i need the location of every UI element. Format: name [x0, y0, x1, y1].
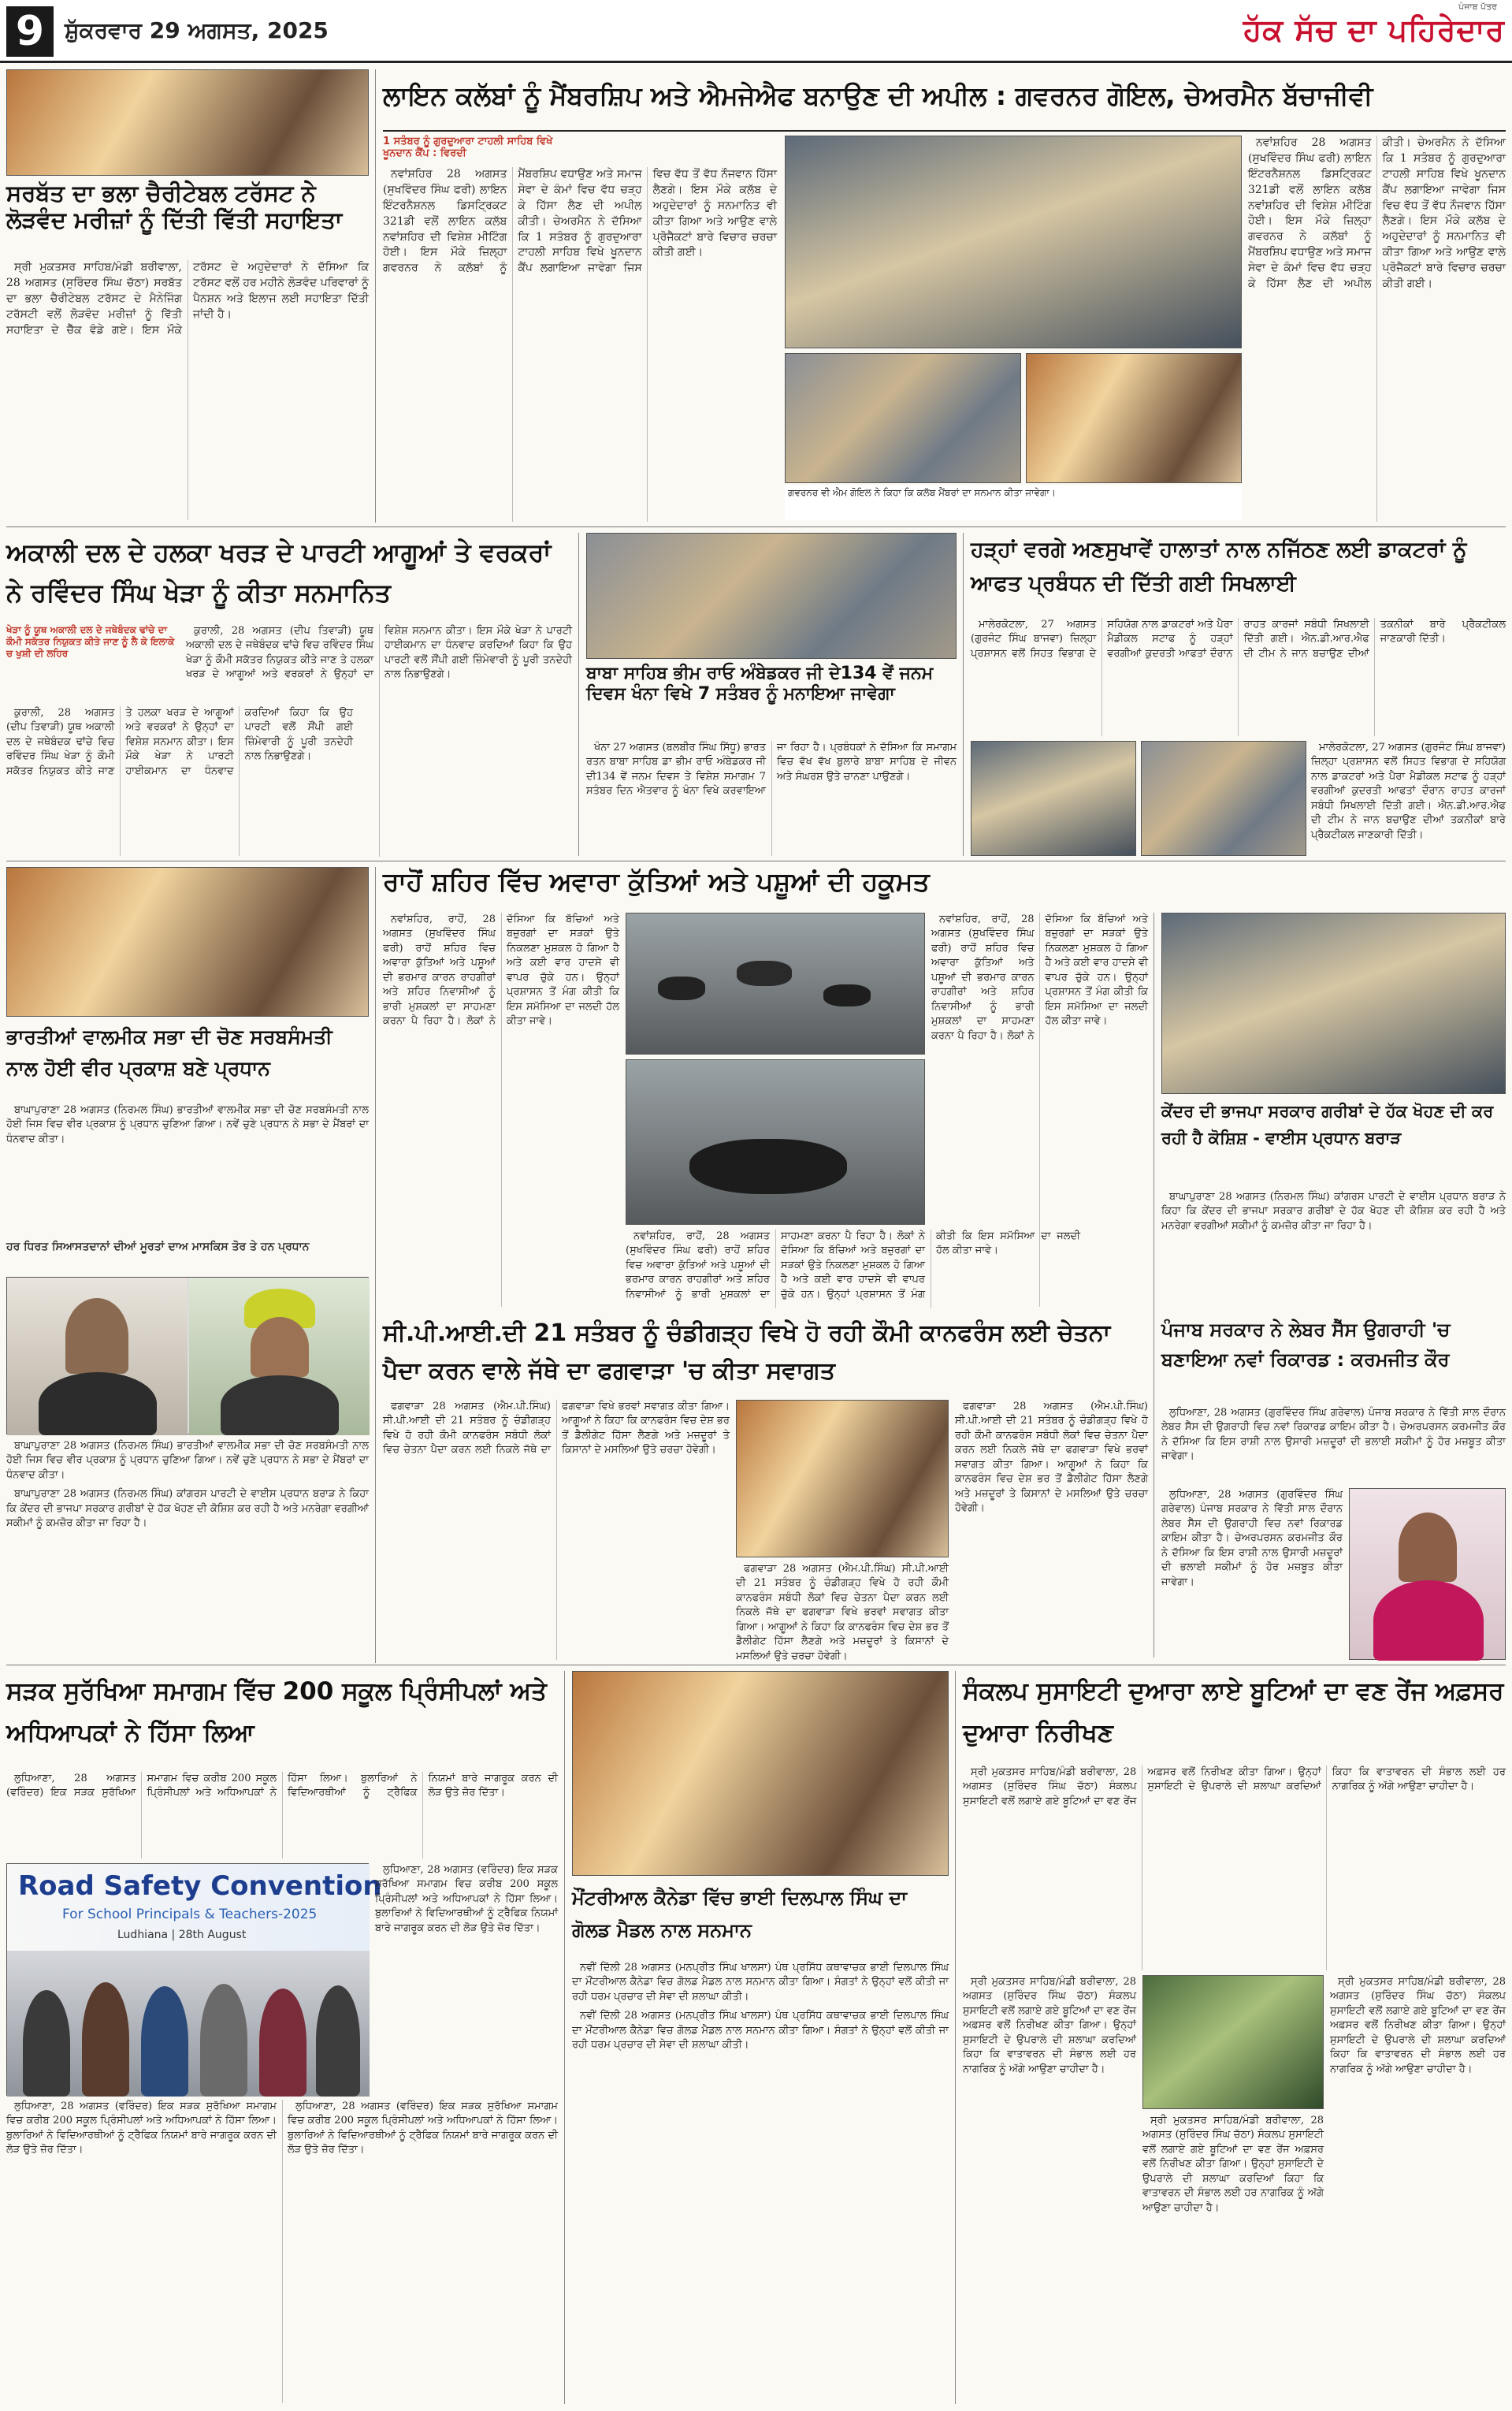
person	[23, 1990, 70, 2097]
akali-kicker: ਖੇੜਾ ਨੂੰ ਯੂਥ ਅਕਾਲੀ ਦਲ ਦੇ ਜਥੇਬੰਦਕ ਢਾਂਚੇ ਦਾ ਕੌਮੀ ਸਕੱਤਰ ਨਿਯੁਕਤ ਕੀਤੇ ਜਾਣ ਨੂੰ ਲੈ ਕੇ ਇਲਾਕੇ ਚ ਖੁਸ਼ੀ ਦੀ ਲਹਿਰ	[6, 624, 175, 659]
trees-body-text: ਸ੍ਰੀ ਮੁਕਤਸਰ ਸਾਹਿਬ/ਮੰਡੀ ਬਰੀਵਾਲਾ, 28 ਅਗਸਤ (ਸੁਰਿੰਦਰ ਸਿੰਘ ਚੱਠਾ) ਸੰਕਲਪ ਸੁਸਾਇਟੀ ਵਲੋਂ ਲਗਾਏ ਗਏ ਬੂਟਿਆਂ ਦਾ ਵਣ ਰੇਂਜ ਅਫ਼ਸਰ ਵਲੋਂ ਨਿਰੀਖਣ ਕੀਤਾ ਗਿਆ। ਉਨ੍ਹਾਂ ਸੁਸਾਇਟੀ ਦੇ ਉਪਰਾਲੇ ਦੀ ਸ਼ਲਾਘਾ ਕਰਦਿਆਂ ਕਿਹਾ ਕਿ ਵਾਤਾਵਰਨ ਦੀ ਸੰਭਾਲ ਲਈ ਹਰ ਨਾਗਰਿਕ ਨੂੰ ਅੱਗੇ ਆਉਣਾ ਚਾਹੀਦਾ ਹੈ।	[963, 1766, 1506, 1807]
cpi-body-text: ਫਗਵਾੜਾ 28 ਅਗਸਤ (ਐਮ.ਪੀ.ਸਿੰਘ) ਸੀ.ਪੀ.ਆਈ ਦੀ 21 ਸਤੰਬਰ ਨੂੰ ਚੰਡੀਗੜ੍ਹ ਵਿਖੇ ਹੋ ਰਹੀ ਕੌਮੀ ਕਾਨਫਰੰਸ ਸਬੰਧੀ ਲੋਕਾਂ ਵਿਚ ਚੇਤਨਾ ਪੈਦਾ ਕਰਨ ਲਈ ਨਿਕਲੇ ਜੱਥੇ ਦਾ ਫਗਵਾੜਾ ਵਿਖੇ ਭਰਵਾਂ ਸਵਾਗਤ ਕੀਤਾ ਗਿਆ। ਆਗੂਆਂ ਨੇ ਕਿਹਾ ਕਿ ਕਾਨਫਰੰਸ ਵਿਚ ਦੇਸ਼ ਭਰ ਤੋਂ ਡੈਲੀਗੇਟ ਹਿੱਸਾ ਲੈਣਗੇ ਅਤੇ ਮਜ਼ਦੂਰਾਂ ਤੇ ਕਿਸਾਨਾਂ ਦੇ ਮਸਲਿਆਂ ਉਤੇ ਚਰਚਾ ਹੋਵੇਗੀ।	[383, 1401, 730, 1457]
column-rule	[375, 867, 376, 1663]
cpi-body-mid	[736, 1562, 949, 1660]
road-safety-body-text-3: ਲੁਧਿਆਣਾ, 28 ਅਗਸਤ (ਵਰਿੰਦਰ) ਇਕ ਸੜਕ ਸੁਰੱਖਿਆ ਸਮਾਗਮ ਵਿਚ ਕਰੀਬ 200 ਸਕੂਲ ਪ੍ਰਿੰਸੀਪਲਾਂ ਅਤੇ ਅਧਿਆਪਕਾਂ ਨੇ ਹਿੱਸਾ ਲਿਆ। ਬੁਲਾਰਿਆਂ ਨੇ ਵਿਦਿਆਰਥੀਆਂ ਨੂੰ ਟ੍ਰੈਫਿਕ ਨਿਯਮਾਂ ਬਾਰੇ ਜਾਗਰੂਕ ਕਰਨ ਦੀ ਲੋੜ ਉਤੇ ਜ਼ੋਰ ਦਿੱਤਾ।	[6, 2100, 277, 2156]
montreal-body-text-2: ਨਵੀਂ ਦਿੱਲੀ 28 ਅਗਸਤ (ਮਨਪ੍ਰੀਤ ਸਿੰਘ ਖਾਲਸਾ) ਪੰਥ ਪ੍ਰਸਿੱਧ ਕਥਾਵਾਚਕ ਭਾਈ ਦਿਲਪਾਲ ਸਿੰਘ ਦਾ ਮੌਂਟਰੀਆਲ ਕੈਨੇਡਾ ਵਿਚ ਗੋਲਡ ਮੈਡਲ ਨਾਲ ਸਨਮਾਨ ਕੀਤਾ ਗਿਆ। ਸੰਗਤਾਂ ਨੇ ਉਨ੍ਹਾਂ ਵਲੋਂ ਕੀਤੀ ਜਾ ਰਹੀ ਧਰਮ ਪ੍ਰਚਾਰ ਦੀ ਸੇਵਾ ਦੀ ਸ਼ਲਾਘਾ ਕੀਤੀ।	[572, 2010, 949, 2052]
bjp-body-text: ਬਾਘਾਪੁਰਾਣਾ 28 ਅਗਸਤ (ਨਿਰਮਲ ਸਿੰਘ) ਕਾਂਗਰਸ ਪਾਰਟੀ ਦੇ ਵਾਈਸ ਪ੍ਰਧਾਨ ਬਰਾੜ ਨੇ ਕਿਹਾ ਕਿ ਕੇਂਦਰ ਦੀ ਭਾਜਪਾ ਸਰਕਾਰ ਗਰੀਬਾਂ ਦੇ ਹੱਕ ਖੋਹਣ ਦੀ ਕੋਸ਼ਿਸ਼ ਕਰ ਰਹੀ ਹੈ ਅਤੇ ਮਨਰੇਗਾ ਵਰਗੀਆਂ ਸਕੀਮਾਂ ਨੂੰ ਕਮਜ਼ੋਰ ਕੀਤਾ ਜਾ ਰਿਹਾ ਹੈ।	[1161, 1191, 1506, 1232]
ambedkar-body-text: ਖੰਨਾ 27 ਅਗਸਤ (ਬਲਬੀਰ ਸਿੰਘ ਸਿੱਧੂ) ਭਾਰਤ ਰਤਨ ਬਾਬਾ ਸਾਹਿਬ ਡਾ ਭੀਮ ਰਾਓ ਅੰਬੇਡਕਰ ਜੀ ਦੀ134 ਵੇਂ ਜਨਮ ਦਿਵਸ ਤੇ ਵਿਸ਼ੇਸ਼ ਸਮਾਗਮ 7 ਸਤੰਬਰ ਦਿਨ ਐਤਵਾਰ ਨੂੰ ਖੰਨਾ ਵਿਖੇ ਕਰਵਾਇਆ ਜਾ ਰਿਹਾ ਹੈ। ਪ੍ਰਬੰਧਕਾਂ ਨੇ ਦੱਸਿਆ ਕਿ ਸਮਾਗਮ ਵਿਚ ਵੱਖ ਵੱਖ ਬੁਲਾਰੇ ਬਾਬਾ ਸਾਹਿਬ ਦੇ ਜੀਵਨ ਅਤੇ ਸੰਘਰਸ਼ ਉਤੇ ਚਾਨਣਾ ਪਾਉਣਗੇ।	[586, 742, 957, 798]
dogs-body-text-3: ਨਵਾਂਸ਼ਹਿਰ, ਰਾਹੋਂ, 28 ਅਗਸਤ (ਸੁਖਵਿੰਦਰ ਸਿੰਘ ਫਰੀ) ਰਾਹੋਂ ਸ਼ਹਿਰ ਵਿਚ ਅਵਾਰਾ ਕੁੱਤਿਆਂ ਅਤੇ ਪਸ਼ੂਆਂ ਦੀ ਭਰਮਾਰ ਕਾਰਨ ਰਾਹਗੀਰਾਂ ਅਤੇ ਸ਼ਹਿਰ ਨਿਵਾਸੀਆਂ ਨੂੰ ਭਾਰੀ ਮੁਸ਼ਕਲਾਂ ਦਾ ਸਾਹਮਣਾ ਕਰਨਾ ਪੈ ਰਿਹਾ ਹੈ। ਲੋਕਾਂ ਨੇ ਦੱਸਿਆ ਕਿ ਬੱਚਿਆਂ ਅਤੇ ਬਜ਼ੁਰਗਾਂ ਦਾ ਸੜਕਾਂ ਉਤੇ ਨਿਕਲਣਾ ਮੁਸ਼ਕਲ ਹੋ ਗਿਆ ਹੈ ਅਤੇ ਕਈ ਵਾਰ ਹਾਦਸੇ ਵੀ ਵਾਪਰ ਚੁੱਕੇ ਹਨ। ਉਨ੍ਹਾਂ ਪ੍ਰਸ਼ਾਸਨ ਤੋਂ ਮੰਗ ਕੀਤੀ ਕਿ ਇਸ ਸਮੱਸਿਆ ਦਾ ਜਲਦੀ ਹੱਲ ਕੀਤਾ ਜਾਵੇ।	[931, 913, 1148, 1042]
portrait-right-body	[221, 1375, 339, 1435]
governor-headline: ਲਾਇਨ ਕਲੱਬਾਂ ਨੂੰ ਮੈਂਬਰਸ਼ਿਪ ਅਤੇ ਐਮਜੇਐਫ ਬਨਾਉਣ ਦੀ ਅਪੀਲ : ਗਵਰਨਰ ਗੋਇਲ, ਚੇਅਰਮੈਨ ਬੱਚਾਜੀਵੀ	[383, 80, 1373, 111]
disaster-body-text-2: ਮਾਲੇਰਕੋਟਲਾ, 27 ਅਗਸਤ (ਗੁਰਜੰਟ ਸਿੰਘ ਬਾਜਵਾ) ਜ਼ਿਲ੍ਹਾ ਪ੍ਰਸ਼ਾਸਨ ਵਲੋਂ ਸਿਹਤ ਵਿਭਾਗ ਦੇ ਸਹਿਯੋਗ ਨਾਲ ਡਾਕਟਰਾਂ ਅਤੇ ਪੈਰਾ ਮੈਡੀਕਲ ਸਟਾਫ ਨੂੰ ਹੜ੍ਹਾਂ ਵਰਗੀਆਂ ਕੁਦਰਤੀ ਆਫਤਾਂ ਦੌਰਾਨ ਰਾਹਤ ਕਾਰਜਾਂ ਸਬੰਧੀ ਸਿਖਲਾਈ ਦਿੱਤੀ ਗਈ। ਐਨ.ਡੀ.ਆਰ.ਐਫ ਦੀ ਟੀਮ ਨੇ ਜਾਨ ਬਚਾਉਣ ਦੀਆਂ ਤਕਨੀਕਾਂ ਬਾਰੇ ਪ੍ਰੈਕਟੀਕਲ ਜਾਣਕਾਰੀ ਦਿੱਤੀ।	[1311, 742, 1506, 841]
column-rule	[375, 69, 376, 523]
governor-body-left	[383, 167, 777, 522]
trees-body	[963, 1765, 1506, 1970]
bjp-body	[1161, 1190, 1506, 1308]
charity-body-text: ਸ੍ਰੀ ਮੁਕਤਸਰ ਸਾਹਿਬ/ਮੰਡੀ ਬਰੀਵਾਲਾ, 28 ਅਗਸਤ (ਸੁਰਿੰਦਰ ਸਿੰਘ ਚੱਠਾ) ਸਰਬੱਤ ਦਾ ਭਲਾ ਚੈਰੀਟੇਬਲ ਟਰੱਸਟ ਦੇ ਮੈਨੇਜਿੰਗ ਟਰੱਸਟੀ ਵਲੋਂ ਲੋੜਵੰਦ ਮਰੀਜ਼ਾਂ ਨੂੰ ਵਿੱਤੀ ਸਹਾਇਤਾ ਦੇ ਚੈੱਕ ਵੰਡੇ ਗਏ। ਇਸ ਮੌਕੇ ਟਰੱਸਟ ਦੇ ਅਹੁਦੇਦਾਰਾਂ ਨੇ ਦੱਸਿਆ ਕਿ ਟਰੱਸਟ ਵਲੋਂ ਹਰ ਮਹੀਨੇ ਲੋੜਵੰਦ ਪਰਿਵਾਰਾਂ ਨੂੰ ਪੈਨਸ਼ਨ ਅਤੇ ਇਲਾਜ ਲਈ ਸਹਾਇਤਾ ਦਿੱਤੀ ਜਾਂਦੀ ਹੈ।	[6, 261, 369, 337]
governor-award-photo	[1026, 353, 1242, 483]
akali-body-text-2: ਕੁਰਾਲੀ, 28 ਅਗਸਤ (ਦੀਪ ਤਿਵਾੜੀ) ਯੂਥ ਅਕਾਲੀ ਦਲ ਦੇ ਜਥੇਬੰਦਕ ਢਾਂਚੇ ਵਿਚ ਰਵਿੰਦਰ ਸਿੰਘ ਖੇੜਾ ਨੂੰ ਕੌਮੀ ਸਕੱਤਰ ਨਿਯੁਕਤ ਕੀਤੇ ਜਾਣ ਤੇ ਹਲਕਾ ਖਰੜ ਦੇ ਆਗੂਆਂ ਅਤੇ ਵਰਕਰਾਂ ਨੇ ਉਨ੍ਹਾਂ ਦਾ ਵਿਸ਼ੇਸ਼ ਸਨਮਾਨ ਕੀਤਾ। ਇਸ ਮੌਕੇ ਖੇੜਾ ਨੇ ਪਾਰਟੀ ਹਾਈਕਮਾਨ ਦਾ ਧੰਨਵਾਦ ਕਰਦਿਆਂ ਕਿਹਾ ਕਿ ਉਹ ਪਾਰਟੀ ਵਲੋਂ ਸੌਂਪੀ ਗਈ ਜ਼ਿੰਮੇਵਾਰੀ ਨੂੰ ਪੂਰੀ ਤਨਦੇਹੀ ਨਾਲ ਨਿਭਾਉਣਗੇ।	[186, 625, 572, 681]
trees-body-right	[1330, 1975, 1506, 2402]
governor-body-text-2: ਨਵਾਂਸ਼ਹਿਰ 28 ਅਗਸਤ (ਸੁਖਵਿੰਦਰ ਸਿੰਘ ਫਰੀ) ਲਾਇਨ ਇੰਟਰਨੈਸ਼ਨਲ ਡਿਸਟ੍ਰਿਕਟ 321ਡੀ ਵਲੋਂ ਲਾਇਨ ਕਲੱਬ ਨਵਾਂਸ਼ਹਿਰ ਦੀ ਵਿਸ਼ੇਸ਼ ਮੀਟਿੰਗ ਹੋਈ। ਇਸ ਮੌਕੇ ਜ਼ਿਲ੍ਹਾ ਗਵਰਨਰ ਨੇ ਕਲੱਬਾਂ ਨੂੰ ਮੈਂਬਰਸ਼ਿਪ ਵਧਾਉਣ ਅਤੇ ਸਮਾਜ ਸੇਵਾ ਦੇ ਕੰਮਾਂ ਵਿਚ ਵੱਧ ਚੜ੍ਹ ਕੇ ਹਿੱਸਾ ਲੈਣ ਦੀ ਅਪੀਲ ਕੀਤੀ। ਚੇਅਰਮੈਨ ਨੇ ਦੱਸਿਆ ਕਿ 1 ਸਤੰਬਰ ਨੂੰ ਗੁਰਦੁਆਰਾ ਟਾਹਲੀ ਸਾਹਿਬ ਵਿਖੇ ਖੂਨਦਾਨ ਕੈਂਪ ਲਗਾਇਆ ਜਾਵੇਗਾ ਜਿਸ ਵਿਚ ਵੱਧ ਤੋਂ ਵੱਧ ਨੌਜਵਾਨ ਹਿੱਸਾ ਲੈਣਗੇ। ਇਸ ਮੌਕੇ ਕਲੱਬ ਦੇ ਅਹੁਦੇਦਾਰਾਂ ਨੂੰ ਸਨਮਾਨਿਤ ਵੀ ਕੀਤਾ ਗਿਆ ਅਤੇ ਆਉਣ ਵਾਲੇ ਪ੍ਰੋਜੈਕਟਾਂ ਬਾਰੇ ਵਿਚਾਰ ਚਰਚਾ ਕੀਤੀ ਗਈ।	[1248, 136, 1506, 290]
portrait-left-head	[65, 1298, 128, 1374]
montreal-body	[572, 1961, 949, 2402]
labour-portrait-photo	[1349, 1488, 1506, 1660]
portrait-story-text-2: ਬਾਘਾਪੁਰਾਣਾ 28 ਅਗਸਤ (ਨਿਰਮਲ ਸਿੰਘ) ਕਾਂਗਰਸ ਪਾਰਟੀ ਦੇ ਵਾਈਸ ਪ੍ਰਧਾਨ ਬਰਾੜ ਨੇ ਕਿਹਾ ਕਿ ਕੇਂਦਰ ਦੀ ਭਾਜਪਾ ਸਰਕਾਰ ਗਰੀਬਾਂ ਦੇ ਹੱਕ ਖੋਹਣ ਦੀ ਕੋਸ਼ਿਸ਼ ਕਰ ਰਹੀ ਹੈ ਅਤੇ ਮਨਰੇਗਾ ਵਰਗੀਆਂ ਸਕੀਮਾਂ ਨੂੰ ਕਮਜ਼ੋਰ ਕੀਤਾ ਜਾ ਰਿਹਾ ਹੈ।	[6, 1488, 369, 1530]
trees-planting-photo	[1142, 1975, 1324, 2109]
labour-body-left	[1161, 1488, 1343, 1660]
governor-body-right	[1248, 136, 1506, 522]
labour-body-text-2: ਲੁਧਿਆਣਾ, 28 ਅਗਸਤ (ਗੁਰਵਿੰਦਰ ਸਿੰਘ ਗਰੇਵਾਲ) ਪੰਜਾਬ ਸਰਕਾਰ ਨੇ ਵਿੱਤੀ ਸਾਲ ਦੌਰਾਨ ਲੇਬਰ ਸੈੱਸ ਦੀ ਉਗਰਾਹੀ ਵਿਚ ਨਵਾਂ ਰਿਕਾਰਡ ਕਾਇਮ ਕੀਤਾ ਹੈ। ਚੇਅਰਪਰਸਨ ਕਰਮਜੀਤ ਕੌਰ ਨੇ ਦੱਸਿਆ ਕਿ ਇਸ ਰਾਸ਼ੀ ਨਾਲ ਉਸਾਰੀ ਮਜ਼ਦੂਰਾਂ ਦੀ ਭਲਾਈ ਸਕੀਮਾਂ ਨੂੰ ਹੋਰ ਮਜ਼ਬੂਤ ਕੀਤਾ ਜਾਵੇਗਾ।	[1161, 1489, 1343, 1588]
portrait-story-text: ਬਾਘਾਪੁਰਾਣਾ 28 ਅਗਸਤ (ਨਿਰਮਲ ਸਿੰਘ) ਭਾਰਤੀਆਂ ਵਾਲਮੀਕ ਸਭਾ ਦੀ ਚੋਣ ਸਰਬਸੰਮਤੀ ਨਾਲ ਹੋਈ ਜਿਸ ਵਿਚ ਵੀਰ ਪ੍ਰਕਾਸ਼ ਨੂੰ ਪ੍ਰਧਾਨ ਚੁਣਿਆ ਗਿਆ। ਨਵੇਂ ਚੁਣੇ ਪ੍ਰਧਾਨ ਨੇ ਸਭਾ ਦੇ ਮੈਂਬਰਾਂ ਦਾ ਧੰਨਵਾਦ ਕੀਤਾ।	[6, 1440, 369, 1481]
cpi-body-text-2: ਫਗਵਾੜਾ 28 ਅਗਸਤ (ਐਮ.ਪੀ.ਸਿੰਘ) ਸੀ.ਪੀ.ਆਈ ਦੀ 21 ਸਤੰਬਰ ਨੂੰ ਚੰਡੀਗੜ੍ਹ ਵਿਖੇ ਹੋ ਰਹੀ ਕੌਮੀ ਕਾਨਫਰੰਸ ਸਬੰਧੀ ਲੋਕਾਂ ਵਿਚ ਚੇਤਨਾ ਪੈਦਾ ਕਰਨ ਲਈ ਨਿਕਲੇ ਜੱਥੇ ਦਾ ਫਗਵਾੜਾ ਵਿਖੇ ਭਰਵਾਂ ਸਵਾਗਤ ਕੀਤਾ ਗਿਆ। ਆਗੂਆਂ ਨੇ ਕਿਹਾ ਕਿ ਕਾਨਫਰੰਸ ਵਿਚ ਦੇਸ਼ ਭਰ ਤੋਂ ਡੈਲੀਗੇਟ ਹਿੱਸਾ ਲੈਣਗੇ ਅਤੇ ਮਜ਼ਦੂਰਾਂ ਤੇ ਕਿਸਾਨਾਂ ਦੇ ਮਸਲਿਆਂ ਉਤੇ ਚਰਚਾ ਹੋਵੇਗੀ।	[736, 1563, 949, 1662]
dog-silhouette	[658, 977, 705, 1000]
valmiki-body	[6, 1103, 369, 1237]
road-safety-headline: ਸੜਕ ਸੁਰੱਖਿਆ ਸਮਾਗਮ ਵਿੱਚ 200 ਸਕੂਲ ਪ੍ਰਿੰਸੀਪਲਾਂ ਅਤੇ ਅਧਿਆਪਕਾਂ ਨੇ ਹਿੱਸਾ ਲਿਆ	[6, 1677, 547, 1747]
charity-body	[6, 260, 369, 520]
labour-body-text: ਲੁਧਿਆਣਾ, 28 ਅਗਸਤ (ਗੁਰਵਿੰਦਰ ਸਿੰਘ ਗਰੇਵਾਲ) ਪੰਜਾਬ ਸਰਕਾਰ ਨੇ ਵਿੱਤੀ ਸਾਲ ਦੌਰਾਨ ਲੇਬਰ ਸੈੱਸ ਦੀ ਉਗਰਾਹੀ ਵਿਚ ਨਵਾਂ ਰਿਕਾਰਡ ਕਾਇਮ ਕੀਤਾ ਹੈ। ਚੇਅਰਪਰਸਨ ਕਰਮਜੀਤ ਕੌਰ ਨੇ ਦੱਸਿਆ ਕਿ ਇਸ ਰਾਸ਼ੀ ਨਾਲ ਉਸਾਰੀ ਮਜ਼ਦੂਰਾਂ ਦੀ ਭਲਾਈ ਸਕੀਮਾਂ ਨੂੰ ਹੋਰ ਮਜ਼ਬੂਤ ਕੀਤਾ ਜਾਵੇਗਾ।	[1161, 1407, 1506, 1463]
trees-body-text-4: ਸ੍ਰੀ ਮੁਕਤਸਰ ਸਾਹਿਬ/ਮੰਡੀ ਬਰੀਵਾਲਾ, 28 ਅਗਸਤ (ਸੁਰਿੰਦਰ ਸਿੰਘ ਚੱਠਾ) ਸੰਕਲਪ ਸੁਸਾਇਟੀ ਵਲੋਂ ਲਗਾਏ ਗਏ ਬੂਟਿਆਂ ਦਾ ਵਣ ਰੇਂਜ ਅਫ਼ਸਰ ਵਲੋਂ ਨਿਰੀਖਣ ਕੀਤਾ ਗਿਆ। ਉਨ੍ਹਾਂ ਸੁਸਾਇਟੀ ਦੇ ਉਪਰਾਲੇ ਦੀ ਸ਼ਲਾਘਾ ਕਰਦਿਆਂ ਕਿਹਾ ਕਿ ਵਾਤਾਵਰਨ ਦੀ ਸੰਭਾਲ ਲਈ ਹਰ ਨਾਗਰਿਕ ਨੂੰ ਅੱਗੇ ਆਉਣਾ ਚਾਹੀਦਾ ਹੈ।	[1330, 1976, 1506, 2075]
dogs-body-text-2: ਨਵਾਂਸ਼ਹਿਰ, ਰਾਹੋਂ, 28 ਅਗਸਤ (ਸੁਖਵਿੰਦਰ ਸਿੰਘ ਫਰੀ) ਰਾਹੋਂ ਸ਼ਹਿਰ ਵਿਚ ਅਵਾਰਾ ਕੁੱਤਿਆਂ ਅਤੇ ਪਸ਼ੂਆਂ ਦੀ ਭਰਮਾਰ ਕਾਰਨ ਰਾਹਗੀਰਾਂ ਅਤੇ ਸ਼ਹਿਰ ਨਿਵਾਸੀਆਂ ਨੂੰ ਭਾਰੀ ਮੁਸ਼ਕਲਾਂ ਦਾ ਸਾਹਮਣਾ ਕਰਨਾ ਪੈ ਰਿਹਾ ਹੈ। ਲੋਕਾਂ ਨੇ ਦੱਸਿਆ ਕਿ ਬੱਚਿਆਂ ਅਤੇ ਬਜ਼ੁਰਗਾਂ ਦਾ ਸੜਕਾਂ ਉਤੇ ਨਿਕਲਣਾ ਮੁਸ਼ਕਲ ਹੋ ਗਿਆ ਹੈ ਅਤੇ ਕਈ ਵਾਰ ਹਾਦਸੇ ਵੀ ਵਾਪਰ ਚੁੱਕੇ ਹਨ। ਉਨ੍ਹਾਂ ਪ੍ਰਸ਼ਾਸਨ ਤੋਂ ਮੰਗ ਕੀਤੀ ਕਿ ਇਸ ਸਮੱਸਿਆ ਦਾ ਜਲਦੀ ਹੱਲ ਕੀਤਾ ਜਾਵੇ।	[626, 1230, 1080, 1300]
portrait-right-head	[251, 1317, 309, 1377]
bjp-headline: ਕੇਂਦਰ ਦੀ ਭਾਜਪਾ ਸਰਕਾਰ ਗਰੀਬਾਂ ਦੇ ਹੱਕ ਖੋਹਣ ਦੀ ਕਰ ਰਹੀ ਹੈ ਕੋਸ਼ਿਸ਼ - ਵਾਈਸ ਪ੍ਰਧਾਨ ਬਰਾੜ	[1161, 1102, 1494, 1148]
dogs-body-left	[383, 913, 619, 1307]
trees-body-mid	[1142, 2114, 1324, 2402]
labour-headline: ਪੰਜਾਬ ਸਰਕਾਰ ਨੇ ਲੇਬਰ ਸੈੱਸ ਉਗਰਾਹੀ 'ਚ ਬਣਾਇਆ ਨਵਾਂ ਰਿਕਾਰਡ : ਕਰਮਜੀਤ ਕੌਰ	[1161, 1319, 1451, 1371]
dogs-body-text: ਨਵਾਂਸ਼ਹਿਰ, ਰਾਹੋਂ, 28 ਅਗਸਤ (ਸੁਖਵਿੰਦਰ ਸਿੰਘ ਫਰੀ) ਰਾਹੋਂ ਸ਼ਹਿਰ ਵਿਚ ਅਵਾਰਾ ਕੁੱਤਿਆਂ ਅਤੇ ਪਸ਼ੂਆਂ ਦੀ ਭਰਮਾਰ ਕਾਰਨ ਰਾਹਗੀਰਾਂ ਅਤੇ ਸ਼ਹਿਰ ਨਿਵਾਸੀਆਂ ਨੂੰ ਭਾਰੀ ਮੁਸ਼ਕਲਾਂ ਦਾ ਸਾਹਮਣਾ ਕਰਨਾ ਪੈ ਰਿਹਾ ਹੈ। ਲੋਕਾਂ ਨੇ ਦੱਸਿਆ ਕਿ ਬੱਚਿਆਂ ਅਤੇ ਬਜ਼ੁਰਗਾਂ ਦਾ ਸੜਕਾਂ ਉਤੇ ਨਿਕਲਣਾ ਮੁਸ਼ਕਲ ਹੋ ਗਿਆ ਹੈ ਅਤੇ ਕਈ ਵਾਰ ਹਾਦਸੇ ਵੀ ਵਾਪਰ ਚੁੱਕੇ ਹਨ। ਉਨ੍ਹਾਂ ਪ੍ਰਸ਼ਾਸਨ ਤੋਂ ਮੰਗ ਕੀਤੀ ਕਿ ਇਸ ਸਮੱਸਿਆ ਦਾ ਜਲਦੀ ਹੱਲ ਕੀਤਾ ਜਾਵੇ।	[383, 913, 619, 1028]
montreal-headline: ਮੌਂਟਰੀਆਲ ਕੈਨੇਡਾ ਵਿੱਚ ਭਾਈ ਦਿਲਪਾਲ ਸਿੰਘ ਦਾ ਗੋਲਡ ਮੈਡਲ ਨਾਲ ਸਨਮਾਨ	[572, 1887, 908, 1941]
montreal-photo	[572, 1671, 949, 1876]
paper-logo	[1135, 13, 1505, 60]
cpi-body-text-3: ਫਗਵਾੜਾ 28 ਅਗਸਤ (ਐਮ.ਪੀ.ਸਿੰਘ) ਸੀ.ਪੀ.ਆਈ ਦੀ 21 ਸਤੰਬਰ ਨੂੰ ਚੰਡੀਗੜ੍ਹ ਵਿਖੇ ਹੋ ਰਹੀ ਕੌਮੀ ਕਾਨਫਰੰਸ ਸਬੰਧੀ ਲੋਕਾਂ ਵਿਚ ਚੇਤਨਾ ਪੈਦਾ ਕਰਨ ਲਈ ਨਿਕਲੇ ਜੱਥੇ ਦਾ ਫਗਵਾੜਾ ਵਿਖੇ ਭਰਵਾਂ ਸਵਾਗਤ ਕੀਤਾ ਗਿਆ। ਆਗੂਆਂ ਨੇ ਕਿਹਾ ਕਿ ਕਾਨਫਰੰਸ ਵਿਚ ਦੇਸ਼ ਭਰ ਤੋਂ ਡੈਲੀਗੇਟ ਹਿੱਸਾ ਲੈਣਗੇ ਅਤੇ ਮਜ਼ਦੂਰਾਂ ਤੇ ਕਿਸਾਨਾਂ ਦੇ ਮਸਲਿਆਂ ਉਤੇ ਚਰਚਾ ਹੋਵੇਗੀ।	[955, 1401, 1148, 1515]
masthead	[0, 0, 1512, 63]
charity-headline: ਸਰਬੱਤ ਦਾ ਭਲਾ ਚੈਰੀਟੇਬਲ ਟਰੱਸਟ ਨੇ ਲੋੜਵੰਦ ਮਰੀਜ਼ਾਂ ਨੂੰ ਦਿੱਤੀ ਵਿੱਤੀ ਸਹਾਇਤਾ	[6, 180, 343, 234]
dogs-street-photo	[626, 913, 925, 1055]
cattle-silhouette	[689, 1139, 847, 1194]
disaster-training-photo	[971, 741, 1136, 856]
governor-stage-photo	[785, 136, 1242, 348]
valmiki-body-text: ਬਾਘਾਪੁਰਾਣਾ 28 ਅਗਸਤ (ਨਿਰਮਲ ਸਿੰਘ) ਭਾਰਤੀਆਂ ਵਾਲਮੀਕ ਸਭਾ ਦੀ ਚੋਣ ਸਰਬਸੰਮਤੀ ਨਾਲ ਹੋਈ ਜਿਸ ਵਿਚ ਵੀਰ ਪ੍ਰਕਾਸ਼ ਨੂੰ ਪ੍ਰਧਾਨ ਚੁਣਿਆ ਗਿਆ। ਨਵੇਂ ਚੁਣੇ ਪ੍ਰਧਾਨ ਨੇ ਸਭਾ ਦੇ ਮੈਂਬਰਾਂ ਦਾ ਧੰਨਵਾਦ ਕੀਤਾ।	[6, 1104, 369, 1145]
labour-portrait-body	[1373, 1580, 1484, 1661]
page-number: 9	[15, 8, 45, 55]
banner-title: Road Safety Convention	[18, 1870, 382, 1902]
valmiki-headline: ਭਾਰਤੀਆਂ ਵਾਲਮੀਕ ਸਭਾ ਦੀ ਚੋਣ ਸਰਬਸੰਮਤੀ ਨਾਲ ਹੋਈ ਵੀਰ ਪ੍ਰਕਾਸ਼ ਬਣੇ ਪ੍ਰਧਾਨ	[6, 1025, 332, 1080]
dog-silhouette	[737, 961, 792, 986]
cpi-meeting-photo	[736, 1400, 949, 1557]
page-number-badge	[6, 6, 54, 57]
section-divider	[6, 526, 1506, 527]
road-safety-body	[6, 1772, 558, 1858]
governor-kicker: 1 ਸਤੰਬਰ ਨੂੰ ਗੁਰਦੁਆਰਾ ਟਾਹਲੀ ਸਾਹਿਬ ਵਿਖੇ ਖੂਨਦਾਨ ਕੈਂਪ : ਵਿਰਦੀ	[383, 136, 553, 159]
column-rule	[564, 1671, 565, 2404]
paper-tagline: ਪੰਜਾਬ ਪੱਤਰ	[1458, 2, 1497, 12]
column-rule	[963, 533, 964, 856]
banner-place: Ludhiana | 28th August	[117, 1929, 247, 1941]
dog-silhouette	[823, 984, 871, 1006]
trees-headline: ਸੰਕਲਪ ਸੁਸਾਇਟੀ ਦੁਆਰਾ ਲਾਏ ਬੂਟਿਆਂ ਦਾ ਵਣ ਰੇਂਜ ਅਫ਼ਸਰ ਦੁਆਰਾ ਨਿਰੀਖਣ	[963, 1677, 1504, 1747]
governor-caption: ਗਵਰਨਰ ਵੀ ਐਮ ਗੋਇਲ ਨੇ ਕਿਹਾ ਕਿ ਕਲੱਬ ਮੈਂਬਰਾਂ ਦਾ ਸਨਮਾਨ ਕੀਤਾ ਜਾਵੇਗਾ।	[785, 486, 1242, 520]
portrait-right	[189, 1278, 370, 1435]
cpi-body-right	[955, 1400, 1148, 1660]
person	[82, 1982, 129, 2097]
valmiki-subhead: ਹਰ ਧਿਰਤ ਸਿਆਸਤਦਾਨਾਂ ਦੀਆਂ ਮੂਰਤਾਂ ਦਾਅ ਮਾਸਕਿਸ ਤੋਰ ਤੇ ਹਨ ਪ੍ਰਧਾਨ	[6, 1241, 310, 1253]
road-safety-banner	[7, 1864, 382, 1951]
person	[316, 1985, 360, 2097]
person	[259, 1989, 306, 2097]
dogs-body-right	[931, 913, 1148, 1307]
cpi-body-left	[383, 1400, 730, 1660]
column-rule	[578, 533, 579, 856]
road-safety-body-text-4: ਲੁਧਿਆਣਾ, 28 ਅਗਸਤ (ਵਰਿੰਦਰ) ਇਕ ਸੜਕ ਸੁਰੱਖਿਆ ਸਮਾਗਮ ਵਿਚ ਕਰੀਬ 200 ਸਕੂਲ ਪ੍ਰਿੰਸੀਪਲਾਂ ਅਤੇ ਅਧਿਆਪਕਾਂ ਨੇ ਹਿੱਸਾ ਲਿਆ। ਬੁਲਾਰਿਆਂ ਨੇ ਵਿਦਿਆਰਥੀਆਂ ਨੂੰ ਟ੍ਰੈਫਿਕ ਨਿਯਮਾਂ ਬਾਰੇ ਜਾਗਰੂਕ ਕਰਨ ਦੀ ਲੋੜ ਉਤੇ ਜ਼ੋਰ ਦਿੱਤਾ।	[288, 2100, 558, 2156]
bjp-photo	[1161, 913, 1506, 1094]
headline-underline	[383, 130, 1506, 132]
portrait-story-body	[6, 1439, 369, 1660]
disaster-body	[971, 618, 1506, 736]
ambedkar-headline: ਬਾਬਾ ਸਾਹਿਬ ਭੀਮ ਰਾਓ ਅੰਬੇਡਕਰ ਜੀ ਦੇ134 ਵੇਂ ਜਨਮ ਦਿਵਸ ਖੰਨਾ ਵਿਖੇ 7 ਸਤੰਬਰ ਨੂੰ ਮਨਾਇਆ ਜਾਵੇਗਾ	[586, 664, 934, 704]
montreal-body-text: ਨਵੀਂ ਦਿੱਲੀ 28 ਅਗਸਤ (ਮਨਪ੍ਰੀਤ ਸਿੰਘ ਖਾਲਸਾ) ਪੰਥ ਪ੍ਰਸਿੱਧ ਕਥਾਵਾਚਕ ਭਾਈ ਦਿਲਪਾਲ ਸਿੰਘ ਦਾ ਮੌਂਟਰੀਆਲ ਕੈਨੇਡਾ ਵਿਚ ਗੋਲਡ ਮੈਡਲ ਨਾਲ ਸਨਮਾਨ ਕੀਤਾ ਗਿਆ। ਸੰਗਤਾਂ ਨੇ ਉਨ੍ਹਾਂ ਵਲੋਂ ਕੀਤੀ ਜਾ ਰਹੀ ਧਰਮ ਪ੍ਰਚਾਰ ਦੀ ਸੇਵਾ ਦੀ ਸ਼ਲਾਘਾ ਕੀਤੀ।	[572, 1962, 949, 2003]
governor-audience-photo	[785, 353, 1021, 483]
column-rule	[955, 1671, 956, 2404]
ambedkar-body	[586, 741, 957, 856]
banner-subtitle: For School Principals & Teachers-2025	[62, 1907, 318, 1922]
akali-group-photo	[6, 867, 369, 1017]
paper-name: ਹੱਕ ਸੱਚ ਦਾ ਪਹਿਰੇਦਾਰ	[1243, 13, 1505, 47]
akali-body-right	[186, 624, 572, 857]
governor-body-text: ਨਵਾਂਸ਼ਹਿਰ 28 ਅਗਸਤ (ਸੁਖਵਿੰਦਰ ਸਿੰਘ ਫਰੀ) ਲਾਇਨ ਇੰਟਰਨੈਸ਼ਨਲ ਡਿਸਟ੍ਰਿਕਟ 321ਡੀ ਵਲੋਂ ਲਾਇਨ ਕਲੱਬ ਨਵਾਂਸ਼ਹਿਰ ਦੀ ਵਿਸ਼ੇਸ਼ ਮੀਟਿੰਗ ਹੋਈ। ਇਸ ਮੌਕੇ ਜ਼ਿਲ੍ਹਾ ਗਵਰਨਰ ਨੇ ਕਲੱਬਾਂ ਨੂੰ ਮੈਂਬਰਸ਼ਿਪ ਵਧਾਉਣ ਅਤੇ ਸਮਾਜ ਸੇਵਾ ਦੇ ਕੰਮਾਂ ਵਿਚ ਵੱਧ ਚੜ੍ਹ ਕੇ ਹਿੱਸਾ ਲੈਣ ਦੀ ਅਪੀਲ ਕੀਤੀ। ਚੇਅਰਮੈਨ ਨੇ ਦੱਸਿਆ ਕਿ 1 ਸਤੰਬਰ ਨੂੰ ਗੁਰਦੁਆਰਾ ਟਾਹਲੀ ਸਾਹਿਬ ਵਿਖੇ ਖੂਨਦਾਨ ਕੈਂਪ ਲਗਾਇਆ ਜਾਵੇਗਾ ਜਿਸ ਵਿਚ ਵੱਧ ਤੋਂ ਵੱਧ ਨੌਜਵਾਨ ਹਿੱਸਾ ਲੈਣਗੇ। ਇਸ ਮੌਕੇ ਕਲੱਬ ਦੇ ਅਹੁਦੇਦਾਰਾਂ ਨੂੰ ਸਨਮਾਨਿਤ ਵੀ ਕੀਤਾ ਗਿਆ ਅਤੇ ਆਉਣ ਵਾਲੇ ਪ੍ਰੋਜੈਕਟਾਂ ਬਾਰੇ ਵਿਚਾਰ ਚਰਚਾ ਕੀਤੀ ਗਈ।	[383, 168, 777, 275]
road-safety-body-right	[375, 1863, 558, 2096]
cpi-headline: ਸੀ.ਪੀ.ਆਈ.ਦੀ 21 ਸਤੰਬਰ ਨੂੰ ਚੰਡੀਗੜ੍ਹ ਵਿਖੇ ਹੋ ਰਹੀ ਕੌਮੀ ਕਾਨਫਰੰਸ ਲਈ ਚੇਤਨਾ ਪੈਦਾ ਕਰਨ ਵਾਲੇ ਜੱਥੇ ਦਾ ਫਗਵਾੜਾ 'ਚ ਕੀਤਾ ਸਵਾਗਤ	[383, 1319, 1111, 1385]
cattle-street-photo	[626, 1059, 925, 1225]
trees-body-text-3: ਸ੍ਰੀ ਮੁਕਤਸਰ ਸਾਹਿਬ/ਮੰਡੀ ਬਰੀਵਾਲਾ, 28 ਅਗਸਤ (ਸੁਰਿੰਦਰ ਸਿੰਘ ਚੱਠਾ) ਸੰਕਲਪ ਸੁਸਾਇਟੀ ਵਲੋਂ ਲਗਾਏ ਗਏ ਬੂਟਿਆਂ ਦਾ ਵਣ ਰੇਂਜ ਅਫ਼ਸਰ ਵਲੋਂ ਨਿਰੀਖਣ ਕੀਤਾ ਗਿਆ। ਉਨ੍ਹਾਂ ਸੁਸਾਇਟੀ ਦੇ ਉਪਰਾਲੇ ਦੀ ਸ਼ਲਾਘਾ ਕਰਦਿਆਂ ਕਿਹਾ ਕਿ ਵਾਤਾਵਰਨ ਦੀ ਸੰਭਾਲ ਲਈ ਹਰ ਨਾਗਰਿਕ ਨੂੰ ਅੱਗੇ ਆਉਣਾ ਚਾਹੀਦਾ ਹੈ।	[1142, 2115, 1324, 2214]
trees-body-text-2: ਸ੍ਰੀ ਮੁਕਤਸਰ ਸਾਹਿਬ/ਮੰਡੀ ਬਰੀਵਾਲਾ, 28 ਅਗਸਤ (ਸੁਰਿੰਦਰ ਸਿੰਘ ਚੱਠਾ) ਸੰਕਲਪ ਸੁਸਾਇਟੀ ਵਲੋਂ ਲਗਾਏ ਗਏ ਬੂਟਿਆਂ ਦਾ ਵਣ ਰੇਂਜ ਅਫ਼ਸਰ ਵਲੋਂ ਨਿਰੀਖਣ ਕੀਤਾ ਗਿਆ। ਉਨ੍ਹਾਂ ਸੁਸਾਇਟੀ ਦੇ ਉਪਰਾਲੇ ਦੀ ਸ਼ਲਾਘਾ ਕਰਦਿਆਂ ਕਿਹਾ ਕਿ ਵਾਤਾਵਰਨ ਦੀ ਸੰਭਾਲ ਲਈ ਹਰ ਨਾਗਰਿਕ ਨੂੰ ਅੱਗੇ ਆਉਣਾ ਚਾਹੀਦਾ ਹੈ।	[963, 1976, 1136, 2075]
ambedkar-photo	[586, 533, 957, 659]
portrait-pair	[6, 1277, 369, 1434]
disaster-headline: ਹੜ੍ਹਾਂ ਵਰਗੇ ਅਣਸੁਖਾਵੇਂ ਹਾਲਾਤਾਂ ਨਾਲ ਨਜਿੱਠਣ ਲਈ ਡਾਕਟਰਾਂ ਨੂੰ ਆਫਤ ਪ੍ਰਬੰਧਨ ਦੀ ਦਿੱਤੀ ਗਈ ਸਿਖਲਾਈ	[971, 538, 1467, 597]
stage-people	[7, 1951, 370, 2097]
road-safety-body-text-2: ਲੁਧਿਆਣਾ, 28 ਅਗਸਤ (ਵਰਿੰਦਰ) ਇਕ ਸੜਕ ਸੁਰੱਖਿਆ ਸਮਾਗਮ ਵਿਚ ਕਰੀਬ 200 ਸਕੂਲ ਪ੍ਰਿੰਸੀਪਲਾਂ ਅਤੇ ਅਧਿਆਪਕਾਂ ਨੇ ਹਿੱਸਾ ਲਿਆ। ਬੁਲਾਰਿਆਂ ਨੇ ਵਿਦਿਆਰਥੀਆਂ ਨੂੰ ਟ੍ਰੈਫਿਕ ਨਿਯਮਾਂ ਬਾਰੇ ਜਾਗਰੂਕ ਕਰਨ ਦੀ ਲੋੜ ਉਤੇ ਜ਼ੋਰ ਦਿੱਤਾ।	[375, 1864, 558, 1934]
akali-body-text: ਕੁਰਾਲੀ, 28 ਅਗਸਤ (ਦੀਪ ਤਿਵਾੜੀ) ਯੂਥ ਅਕਾਲੀ ਦਲ ਦੇ ਜਥੇਬੰਦਕ ਢਾਂਚੇ ਵਿਚ ਰਵਿੰਦਰ ਸਿੰਘ ਖੇੜਾ ਨੂੰ ਕੌਮੀ ਸਕੱਤਰ ਨਿਯੁਕਤ ਕੀਤੇ ਜਾਣ ਤੇ ਹਲਕਾ ਖਰੜ ਦੇ ਆਗੂਆਂ ਅਤੇ ਵਰਕਰਾਂ ਨੇ ਉਨ੍ਹਾਂ ਦਾ ਵਿਸ਼ੇਸ਼ ਸਨਮਾਨ ਕੀਤਾ। ਇਸ ਮੌਕੇ ਖੇੜਾ ਨੇ ਪਾਰਟੀ ਹਾਈਕਮਾਨ ਦਾ ਧੰਨਵਾਦ ਕਰਦਿਆਂ ਕਿਹਾ ਕਿ ਉਹ ਪਾਰਟੀ ਵਲੋਂ ਸੌਂਪੀ ਗਈ ਜ਼ਿੰਮੇਵਾਰੀ ਨੂੰ ਪੂਰੀ ਤਨਦੇਹੀ ਨਾਲ ਨਿਭਾਉਣਗੇ।	[6, 707, 353, 777]
portrait-left	[7, 1278, 188, 1435]
akali-headline: ਅਕਾਲੀ ਦਲ ਦੇ ਹਲਕਾ ਖਰੜ ਦੇ ਪਾਰਟੀ ਆਗੂਆਂ ਤੇ ਵਰਕਰਾਂ ਨੇ ਰਵਿੰਦਰ ਸਿੰਘ ਖੇੜਾ ਨੂੰ ਕੀਤਾ ਸਨਮਾਨਿਤ	[6, 538, 552, 608]
labour-portrait-head	[1399, 1512, 1457, 1582]
labour-body	[1161, 1406, 1506, 1485]
disaster-body-text: ਮਾਲੇਰਕੋਟਲਾ, 27 ਅਗਸਤ (ਗੁਰਜੰਟ ਸਿੰਘ ਬਾਜਵਾ) ਜ਼ਿਲ੍ਹਾ ਪ੍ਰਸ਼ਾਸਨ ਵਲੋਂ ਸਿਹਤ ਵਿਭਾਗ ਦੇ ਸਹਿਯੋਗ ਨਾਲ ਡਾਕਟਰਾਂ ਅਤੇ ਪੈਰਾ ਮੈਡੀਕਲ ਸਟਾਫ ਨੂੰ ਹੜ੍ਹਾਂ ਵਰਗੀਆਂ ਕੁਦਰਤੀ ਆਫਤਾਂ ਦੌਰਾਨ ਰਾਹਤ ਕਾਰਜਾਂ ਸਬੰਧੀ ਸਿਖਲਾਈ ਦਿੱਤੀ ਗਈ। ਐਨ.ਡੀ.ਆਰ.ਐਫ ਦੀ ਟੀਮ ਨੇ ਜਾਨ ਬਚਾਉਣ ਦੀਆਂ ਤਕਨੀਕਾਂ ਬਾਰੇ ਪ੍ਰੈਕਟੀਕਲ ਜਾਣਕਾਰੀ ਦਿੱਤੀ।	[971, 619, 1506, 660]
portrait-left-body	[39, 1372, 157, 1435]
person	[141, 1986, 188, 2097]
issue-date: ਸ਼ੁੱਕਰਵਾਰ 29 ਅਗਸਤ, 2025	[65, 17, 329, 43]
charity-photo	[6, 69, 369, 176]
dogs-body-middle	[626, 1230, 1080, 1308]
trees-body-left	[963, 1975, 1136, 2402]
disaster-team-photo	[1141, 741, 1306, 856]
disaster-body-tail	[1311, 741, 1506, 856]
road-safety-body-text: ਲੁਧਿਆਣਾ, 28 ਅਗਸਤ (ਵਰਿੰਦਰ) ਇਕ ਸੜਕ ਸੁਰੱਖਿਆ ਸਮਾਗਮ ਵਿਚ ਕਰੀਬ 200 ਸਕੂਲ ਪ੍ਰਿੰਸੀਪਲਾਂ ਅਤੇ ਅਧਿਆਪਕਾਂ ਨੇ ਹਿੱਸਾ ਲਿਆ। ਬੁਲਾਰਿਆਂ ਨੇ ਵਿਦਿਆਰਥੀਆਂ ਨੂੰ ਟ੍ਰੈਫਿਕ ਨਿਯਮਾਂ ਬਾਰੇ ਜਾਗਰੂਕ ਕਰਨ ਦੀ ਲੋੜ ਉਤੇ ਜ਼ੋਰ ਦਿੱਤਾ।	[6, 1773, 558, 1799]
dogs-headline: ਰਾਹੋਂ ਸ਼ਹਿਰ ਵਿੱਚ ਅਵਾਰਾ ਕੁੱਤਿਆਂ ਅਤੇ ਪਸ਼ੂਆਂ ਦੀ ਹਕੂਮਤ	[383, 866, 930, 897]
road-safety-banner-photo	[6, 1863, 382, 2096]
road-safety-body-bottom	[6, 2100, 558, 2403]
person	[200, 1984, 247, 2097]
